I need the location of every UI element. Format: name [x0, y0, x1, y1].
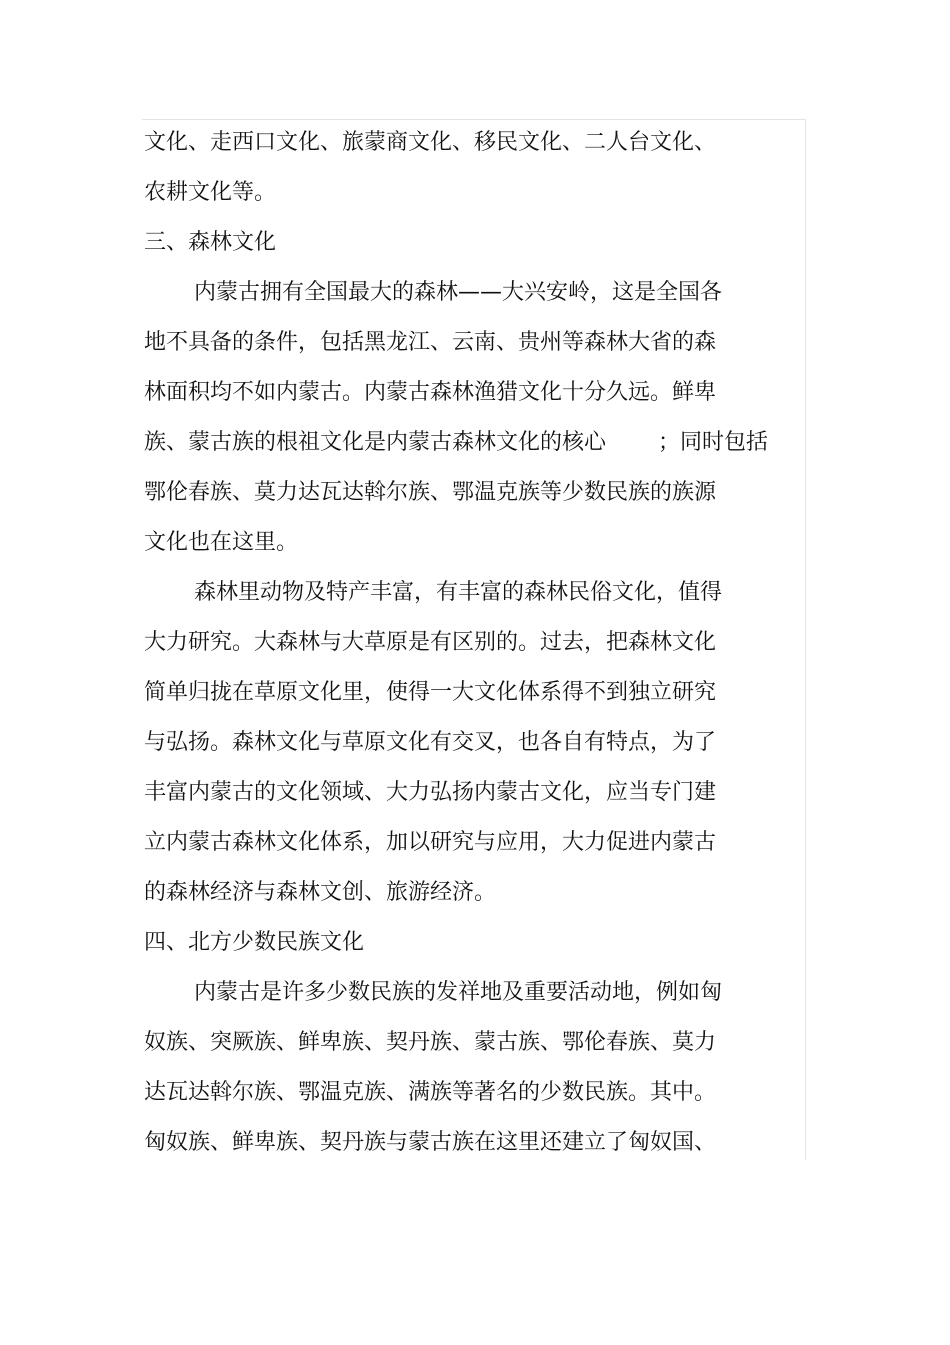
text-line: 匈奴族、鲜卑族、契丹族与蒙古族在这里还建立了匈奴国、 — [144, 1130, 717, 1155]
text-line: 简单归拢在草原文化里，使得一大文化体系得不到独立研究 — [144, 680, 717, 705]
text-segment: ；同时包括 — [658, 430, 769, 455]
text-line: 达瓦达斡尔族、鄂温克族、满族等著名的少数民族。其中。 — [144, 1080, 717, 1105]
text-line: 文化、走西口文化、旅蒙商文化、移民文化、二人台文化、 — [144, 130, 717, 155]
section-heading: 三、森林文化 — [144, 230, 277, 255]
text-segment: 族、蒙古族的根祖文化是内蒙古森林文化的核心 — [144, 430, 607, 455]
document-body — [144, 118, 804, 1168]
section-heading: 四、北方少数民族文化 — [144, 930, 365, 955]
text-line: 大力研究。大森林与大草原是有区别的。过去，把森林文化 — [144, 630, 717, 655]
text-line: 林面积均不如内蒙古。内蒙古森林渔猎文化十分久远。鲜卑 — [144, 380, 717, 405]
text-line: 地不具备的条件，包括黑龙江、云南、贵州等森林大省的森 — [144, 330, 717, 355]
text-line: 奴族、突厥族、鲜卑族、契丹族、蒙古族、鄂伦春族、莫力 — [144, 1030, 717, 1055]
paragraph-start: 内蒙古拥有全国最大的森林——大兴安岭，这是全国各 — [194, 280, 723, 305]
text-line: 的森林经济与森林文创、旅游经济。 — [144, 880, 497, 905]
text-line: 文化也在这里。 — [144, 530, 299, 555]
text-line: 立内蒙古森林文化体系，加以研究与应用，大力促进内蒙古 — [144, 830, 717, 855]
paragraph-start: 森林里动物及特产丰富，有丰富的森林民俗文化，值得 — [194, 580, 723, 605]
text-line: 鄂伦春族、莫力达瓦达斡尔族、鄂温克族等少数民族的族源 — [144, 480, 717, 505]
paragraph-start: 内蒙古是许多少数民族的发祥地及重要活动地，例如匈 — [194, 980, 723, 1005]
text-line: 丰富内蒙古的文化领域、大力弘扬内蒙古文化，应当专门建 — [144, 780, 717, 805]
text-line — [144, 418, 804, 468]
text-line: 农耕文化等。 — [144, 180, 277, 205]
text-line: 与弘扬。森林文化与草原文化有交叉，也各自有特点，为了 — [144, 730, 717, 755]
